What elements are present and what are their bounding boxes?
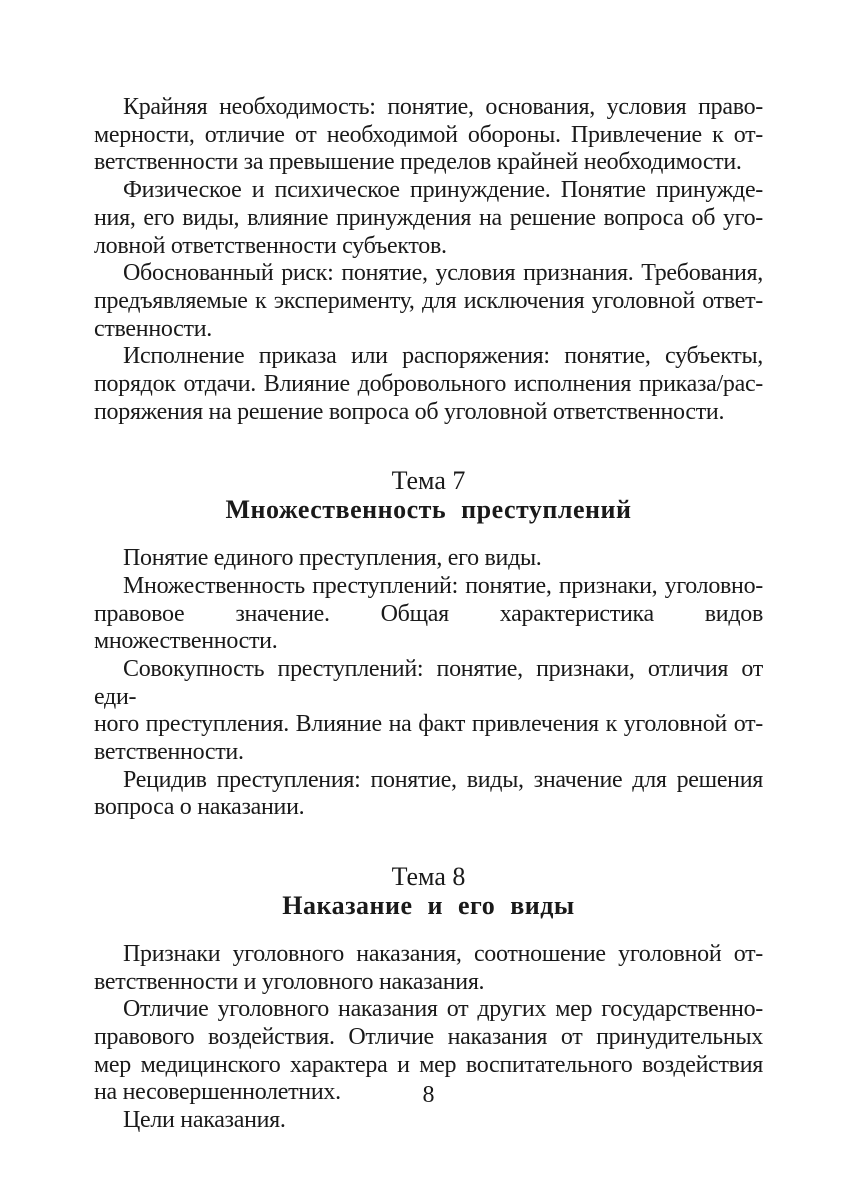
text-line: Отличие уголовного наказания от других мер государственно- — [123, 996, 763, 1023]
text-line: Физическое и психическое принуждение. Понятие принужде- — [123, 177, 763, 204]
topic-label: Тема 7 — [391, 466, 466, 496]
text-line: Множественность преступлений: понятие, признаки, уголовно- — [123, 572, 763, 599]
text-line: ственности. — [94, 315, 212, 342]
paragraph — [94, 343, 763, 426]
text-line: Совокупность преступлений: понятие, признаки, отличия от еди- — [94, 655, 763, 710]
text-line: Обоснованный риск: понятие, условия признания. Требования, — [123, 260, 763, 287]
text-line: ного преступления. Влияние на факт привлечения к уголовной от- — [94, 711, 763, 738]
paragraph — [94, 573, 763, 656]
text-line: правовое значение. Общая характеристика видов множественности. — [94, 600, 763, 655]
text-column — [94, 94, 763, 1135]
text-line: предъявляемые к эксперименту, для исключения уголовной ответ- — [94, 287, 763, 314]
text-line: поряжения на решение вопроса об уголовной ответственности. — [94, 398, 725, 425]
text-line: ветственности. — [94, 739, 244, 766]
paragraph — [94, 767, 763, 822]
text-line: Крайняя необходимость: понятие, основания, условия право- — [123, 94, 763, 120]
text-line: Цели наказания. — [123, 1107, 286, 1134]
text-line: мерности, отличие от необходимой обороны. Привлечение к от- — [94, 121, 763, 148]
topic-title: Множественность преступлений — [225, 495, 632, 525]
topic-heading — [94, 863, 763, 921]
text-line: порядок отдачи. Влияние добровольного исполнения приказа/рас- — [94, 371, 763, 398]
text-line: ветственности и уголовного наказания. — [94, 968, 485, 995]
paragraph — [94, 260, 763, 343]
paragraph — [94, 177, 763, 260]
text-line: на несовершеннолетних. — [94, 1079, 341, 1106]
paragraph — [94, 94, 763, 177]
text-line: правового воздействия. Отличие наказания от принудительных — [94, 1023, 763, 1050]
text-line: мер медицинского характера и мер воспитательного воздействия — [94, 1051, 763, 1078]
text-line: вопроса о наказании. — [94, 794, 305, 821]
text-line: Признаки уголовного наказания, соотношение уголовной от- — [123, 940, 763, 967]
text-line: ветственности за превышение пределов крайней необходимости. — [94, 149, 742, 176]
topic-title: Наказание и его виды — [282, 890, 575, 920]
text-line: Понятие единого преступления, его виды. — [123, 545, 542, 572]
paragraph — [94, 941, 763, 996]
topic-heading — [94, 467, 763, 525]
paragraph — [94, 656, 763, 767]
text-line: Рецидив преступления: понятие, виды, значение для решения — [123, 766, 763, 793]
text-line: Исполнение приказа или распоряжения: понятие, субъекты, — [123, 343, 763, 370]
paragraph — [94, 545, 763, 573]
paragraph — [94, 1107, 763, 1135]
topic-label: Тема 8 — [391, 862, 466, 892]
page-number: 8 — [422, 1082, 435, 1108]
text-line: ния, его виды, влияние принуждения на решение вопроса об уго- — [94, 204, 763, 231]
text-line: ловной ответственности субъектов. — [94, 232, 447, 259]
